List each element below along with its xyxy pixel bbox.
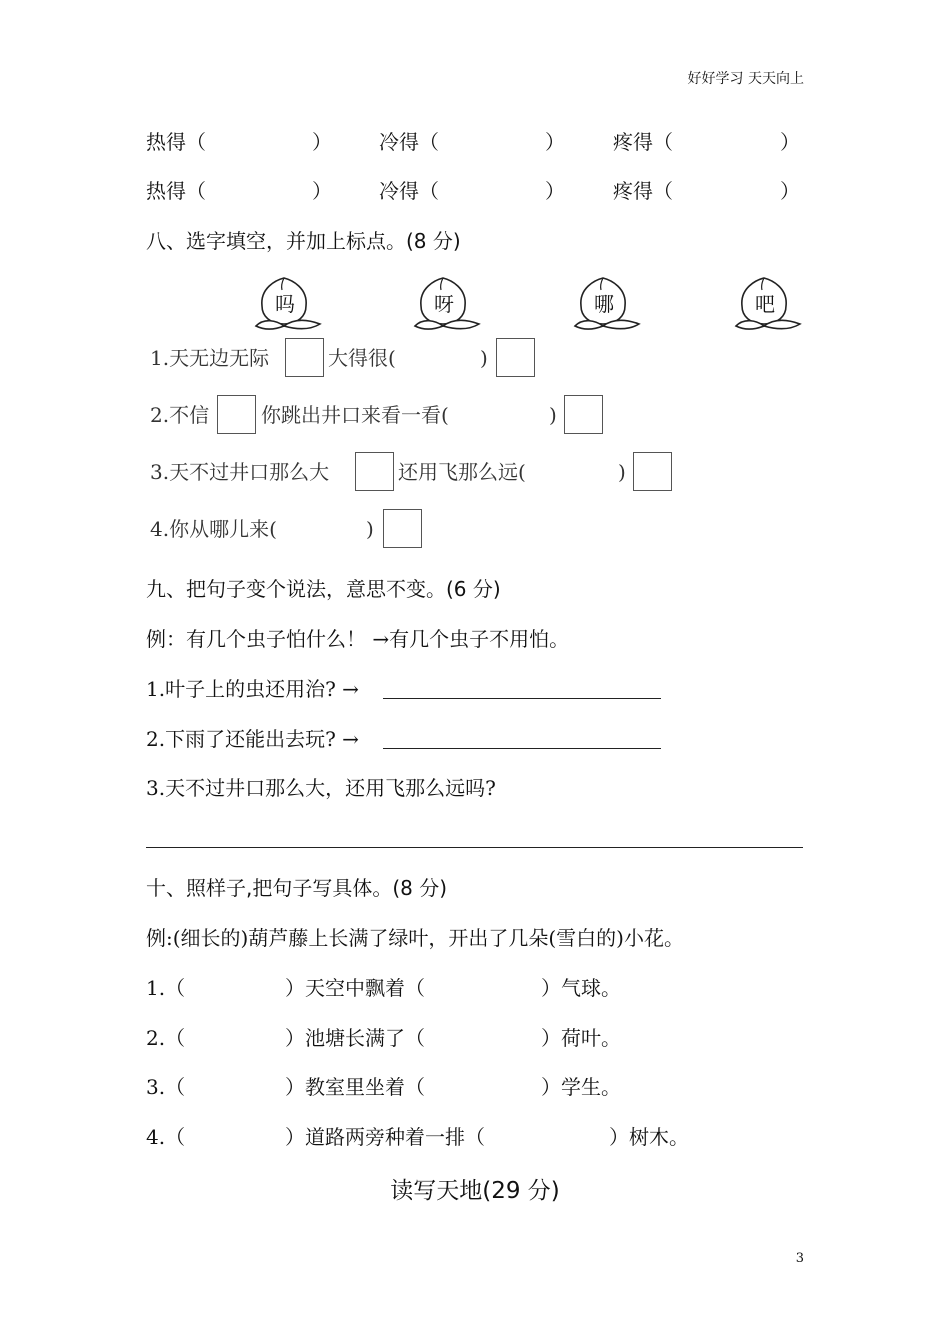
q10-title: 十、照样子,把句子写具体。(8 分)	[146, 876, 448, 900]
peach-choice-1	[254, 276, 324, 332]
q9-item-2: 2.下雨了还能出去玩? →	[146, 727, 359, 751]
answer-line[interactable]	[383, 698, 661, 699]
q8-item-2-close: )	[549, 403, 557, 427]
peach-char: 呀	[434, 292, 454, 316]
peach-char: 吧	[755, 292, 775, 316]
q8-item-4-text: 4.你从哪儿来(	[150, 517, 277, 541]
adj-close: ）	[312, 130, 332, 154]
q8-item-2-text2: 你跳出井口来看一看(	[261, 403, 449, 427]
adj-close: ）	[780, 179, 800, 203]
adj-label: 疼得（	[613, 130, 673, 154]
q8-item-1-close: )	[480, 346, 488, 370]
section-title: 读写天地(29 分)	[390, 1178, 560, 1204]
q10-item-4-mid: ）道路两旁种着一排（	[285, 1125, 485, 1149]
q9-example: 例：有几个虫子怕什么！ →有几个虫子不用怕。	[146, 627, 570, 651]
q8-item-3-close: )	[618, 460, 626, 484]
q10-item-3-end: ）学生。	[541, 1075, 621, 1099]
q9-item-1: 1.叶子上的虫还用治? →	[146, 677, 359, 701]
adj-close: ）	[545, 130, 565, 154]
adj-label: 热得（	[146, 130, 206, 154]
q10-example: 例:(细长的)葫芦藤上长满了绿叶，开出了几朵(雪白的)小花。	[146, 926, 684, 950]
q10-item-1-num: 1.（	[146, 976, 186, 1000]
q10-item-1-mid: ）天空中飘着（	[285, 976, 425, 1000]
q8-item-3-text: 3.天不过井口那么大	[150, 460, 330, 484]
peach-choice-4	[734, 276, 804, 332]
answer-box[interactable]	[633, 452, 672, 491]
answer-box[interactable]	[217, 395, 256, 434]
adj-close: ）	[312, 179, 332, 203]
answer-box[interactable]	[383, 509, 422, 548]
answer-box[interactable]	[355, 452, 394, 491]
answer-box[interactable]	[496, 338, 535, 377]
adj-label: 热得（	[146, 179, 206, 203]
peach-choice-3	[573, 276, 643, 332]
q10-item-1-end: ）气球。	[541, 976, 621, 1000]
q10-item-2-end: ）荷叶。	[541, 1026, 621, 1050]
adj-close: ）	[545, 179, 565, 203]
adj-label: 疼得（	[613, 179, 673, 203]
header-motto: 好好学习 天天向上	[687, 71, 804, 87]
q9-title: 九、把句子变个说法，意思不变。(6 分)	[146, 577, 501, 601]
answer-box[interactable]	[285, 338, 324, 377]
q10-item-4-num: 4.（	[146, 1125, 186, 1149]
q10-item-2-num: 2.（	[146, 1026, 186, 1050]
peach-char: 吗	[275, 292, 295, 316]
q10-item-3-mid: ）教室里坐着（	[285, 1075, 425, 1099]
answer-box[interactable]	[564, 395, 603, 434]
q8-title: 八、选字填空，并加上标点。(8 分)	[146, 229, 461, 253]
q8-item-4-close: )	[366, 517, 374, 541]
q10-item-3-num: 3.（	[146, 1075, 186, 1099]
peach-choice-2	[413, 276, 483, 332]
adj-label: 冷得（	[379, 130, 439, 154]
q8-item-3-text2: 还用飞那么远(	[398, 460, 526, 484]
adj-close: ）	[780, 130, 800, 154]
q8-item-1-text2: 大得很(	[328, 346, 396, 370]
page-number: 3	[795, 1251, 804, 1266]
adj-label: 冷得（	[379, 179, 439, 203]
q9-item-3: 3.天不过井口那么大，还用飞那么远吗?	[146, 776, 496, 800]
peach-char: 哪	[594, 292, 614, 316]
answer-line[interactable]	[383, 748, 661, 749]
q10-item-4-end: ）树木。	[609, 1125, 689, 1149]
q8-item-1-text: 1.天无边无际	[150, 346, 270, 370]
q10-item-2-mid: ）池塘长满了（	[285, 1026, 425, 1050]
q8-item-2-text: 2.不信	[150, 403, 210, 427]
answer-line[interactable]	[146, 847, 803, 848]
